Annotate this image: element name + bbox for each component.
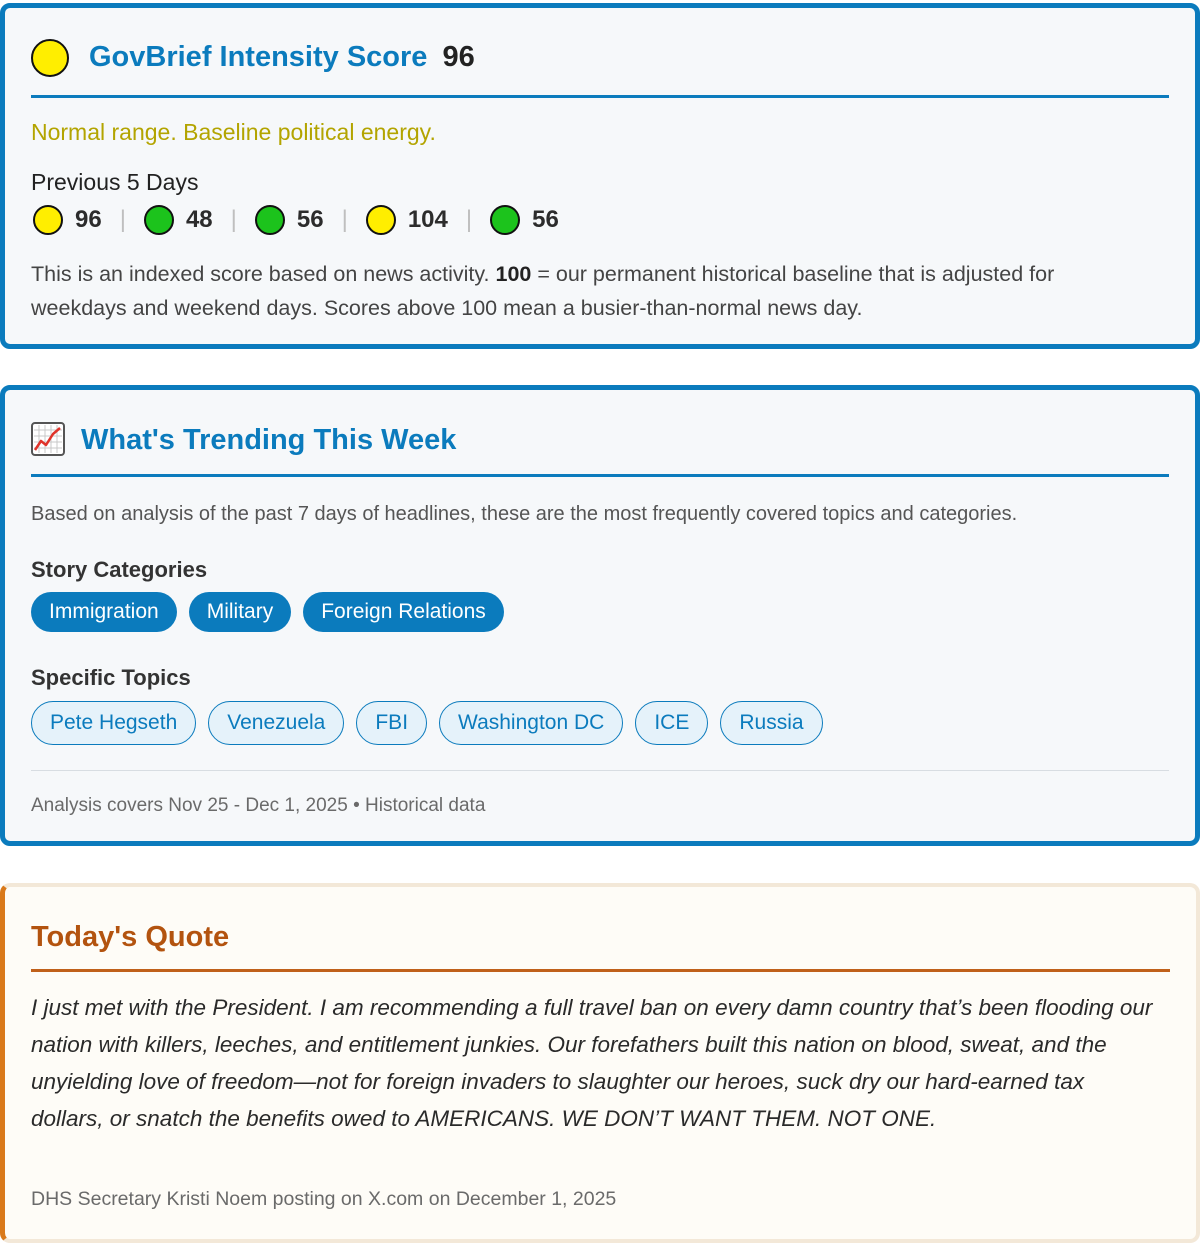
previous-day-score: 104	[407, 206, 448, 233]
trending-divider	[31, 770, 1169, 771]
topic-tag[interactable]: ICE	[635, 701, 708, 745]
separator: |	[119, 206, 126, 233]
score-description-pre: This is an indexed score based on news activity.	[31, 262, 496, 286]
previous-days-row	[33, 203, 559, 237]
trending-footer: Analysis covers Nov 25 - Dec 1, 2025 • Historical data	[31, 795, 486, 816]
topic-tag[interactable]: Pete Hegseth	[31, 701, 196, 745]
previous-day-item	[255, 205, 324, 235]
previous-day-score: 56	[532, 206, 559, 233]
topic-tag[interactable]: Russia	[720, 701, 822, 745]
quote-card	[0, 883, 1200, 1243]
quote-attribution: DHS Secretary Kristi Noem posting on X.com on December 1, 2025	[31, 1188, 617, 1210]
category-tags	[31, 592, 516, 632]
intensity-score-header	[31, 37, 1169, 98]
topic-tag[interactable]: Venezuela	[208, 701, 344, 745]
separator: |	[230, 206, 237, 233]
category-tag[interactable]: Immigration	[31, 592, 177, 632]
quote-text: I just met with the President. I am recommending a full travel ban on every damn country that’s been flooding our nation with killers, leeches, and entitlement junkies. Our forefathers built this nation on blood, sweat, and the unyielding love of freedom—not for foreign invaders to slaughter our heroes, suck dry our hard-earned tax dollars, or snatch the benefits owed to AMERICANS. WE DON’T WANT THEM. NOT ONE.	[31, 995, 1153, 1131]
score-description-baseline: 100	[495, 262, 532, 286]
topic-tag[interactable]: FBI	[356, 701, 427, 745]
previous-day-item	[144, 205, 213, 235]
score-description-post: = our permanent historical baseline that is adjusted for weekdays and weekend days. Scores above 100 mean a busier-than-normal news day.	[31, 262, 1055, 320]
green-status-dot-icon	[255, 205, 285, 235]
trending-title: What's Trending This Week	[81, 424, 457, 456]
yellow-status-dot-icon	[33, 205, 63, 235]
trending-intro: Based on analysis of the past 7 days of headlines, these are the most frequently covered topics and categories.	[31, 503, 1018, 525]
quote-title: Today's Quote	[31, 921, 230, 953]
score-description	[31, 257, 1155, 325]
story-categories-label: Story Categories	[31, 557, 208, 582]
category-tag[interactable]: Foreign Relations	[303, 592, 504, 632]
topic-tags	[31, 701, 835, 745]
previous-day-item	[33, 205, 102, 235]
intensity-score-card	[0, 3, 1200, 349]
yellow-status-dot-icon	[366, 205, 396, 235]
quote-header	[31, 918, 1170, 972]
category-tag[interactable]: Military	[189, 592, 292, 632]
score-status-text: Normal range. Baseline political energy.	[31, 119, 436, 145]
chart-increasing-icon	[31, 422, 65, 456]
separator: |	[465, 206, 473, 233]
intensity-score-value: 96	[442, 41, 475, 73]
trending-card	[0, 385, 1200, 846]
previous-day-item	[366, 205, 448, 235]
previous-day-score: 96	[75, 206, 102, 233]
green-status-dot-icon	[490, 205, 520, 235]
green-status-dot-icon	[144, 205, 174, 235]
previous-day-item	[490, 205, 559, 235]
separator: |	[341, 206, 348, 233]
previous-day-score: 56	[296, 206, 324, 233]
previous-days-label: Previous 5 Days	[31, 169, 199, 195]
trending-header	[31, 419, 1169, 477]
specific-topics-label: Specific Topics	[31, 665, 191, 690]
score-status-dot-icon	[31, 39, 69, 77]
previous-day-score: 48	[185, 206, 213, 233]
topic-tag[interactable]: Washington DC	[439, 701, 623, 745]
intensity-score-title: GovBrief Intensity Score	[89, 41, 428, 73]
